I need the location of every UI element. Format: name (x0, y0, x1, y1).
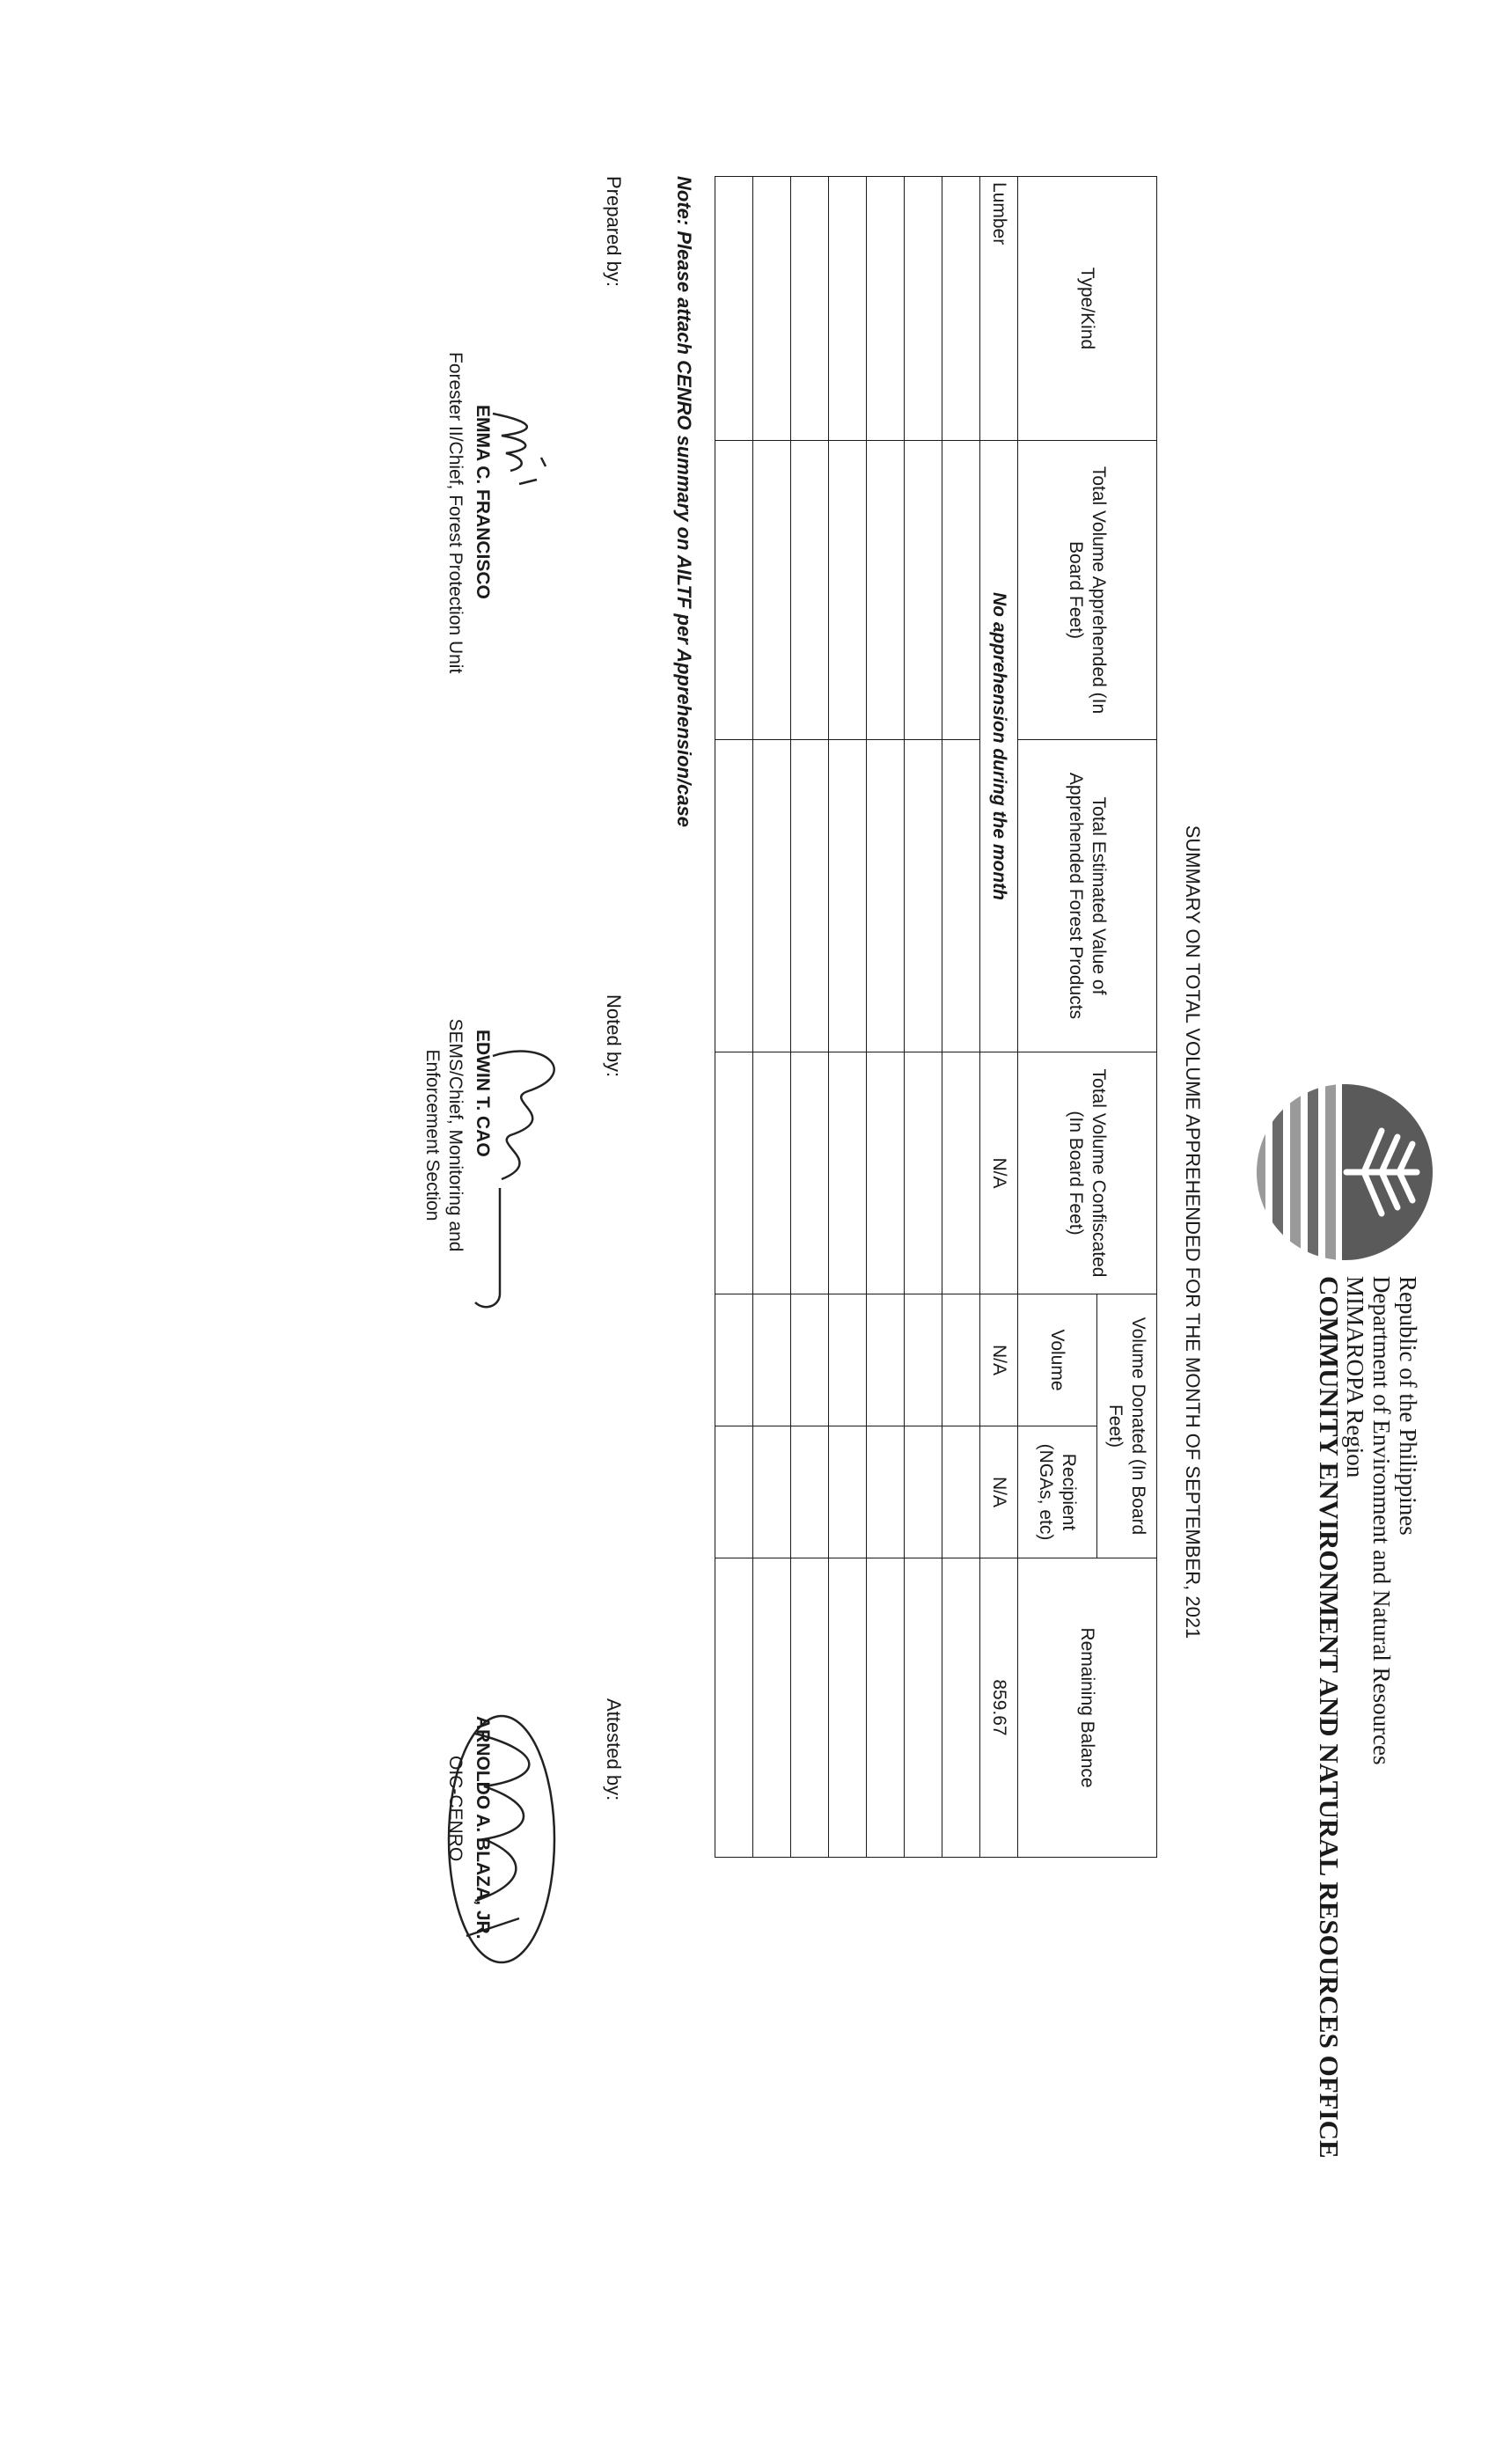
table-row (829, 177, 867, 1858)
attachment-note: Note: Please attach CENRO summary on AILTF per Apprehension/case (673, 176, 695, 828)
attested-by-position: OIC-CENRO (445, 1756, 466, 1862)
table-row (715, 177, 753, 1858)
table-row (980, 177, 1018, 1858)
header-type-kind: Type/Kind (1018, 177, 1157, 441)
header-republic: Republic of the Philippines (1395, 1276, 1421, 1536)
denr-logo-icon (1254, 1082, 1434, 1263)
attested-by-name: ARNOLDO A. BLAZA, JR. (473, 1716, 493, 1940)
table-row (791, 177, 829, 1858)
cell-recipient: N/A (980, 1426, 1018, 1558)
cell-confiscated: N/A (980, 1052, 1018, 1294)
header-total-estimated-value: Total Estimated Value of Apprehended Forest Products (1018, 740, 1157, 1052)
cell-type-kind: Lumber (980, 177, 1018, 441)
attested-by-label: Attested by: (603, 1698, 625, 1801)
noted-by-label: Noted by: (603, 994, 625, 1078)
header-office: COMMUNITY ENVIRONMENT AND NATURAL RESOURCES OFFICE (1314, 1276, 1345, 2159)
table-row (942, 177, 980, 1858)
prepared-by-position: Forester II/Chief, Forest Protection Unit (445, 352, 466, 674)
header-remaining-balance: Remaining Balance (1018, 1558, 1157, 1858)
table-row (867, 177, 905, 1858)
header-volume: Volume (1018, 1294, 1097, 1426)
table-row (905, 177, 942, 1858)
document-title: SUMMARY ON TOTAL VOLUME APPREHENDED FOR THE MONTH OF SEPTEMBER, 2021 (1182, 825, 1204, 1639)
header-total-volume-confiscated: Total Volume Confiscated (In Board Feet) (1018, 1052, 1157, 1294)
cell-volume: N/A (980, 1294, 1018, 1426)
header-total-volume-apprehended: Total Volume Apprehended (In Board Feet) (1018, 441, 1157, 740)
prepared-by-label: Prepared by: (603, 176, 625, 287)
cell-no-apprehension: No apprehension during the month (980, 441, 1018, 1052)
prepared-by-name: EMMA C. FRANCISCO (473, 405, 493, 599)
header-recipient: Recipient (NGAs, etc) (1018, 1426, 1097, 1558)
header-region: MIMAROPA Region (1342, 1276, 1368, 1478)
cell-remaining-balance: 859.67 (980, 1558, 1018, 1858)
noted-by-position: SEMS/Chief, Monitoring and Enforcement Section (422, 1018, 466, 1252)
summary-table (715, 176, 1157, 1858)
header-volume-donated: Volume Donated (In Board Feet) (1097, 1294, 1157, 1558)
table-row (753, 177, 791, 1858)
header-department: Department of Environment and Natural Resources (1368, 1276, 1395, 1765)
noted-by-name: EDWIN T. CAO (473, 1030, 493, 1157)
